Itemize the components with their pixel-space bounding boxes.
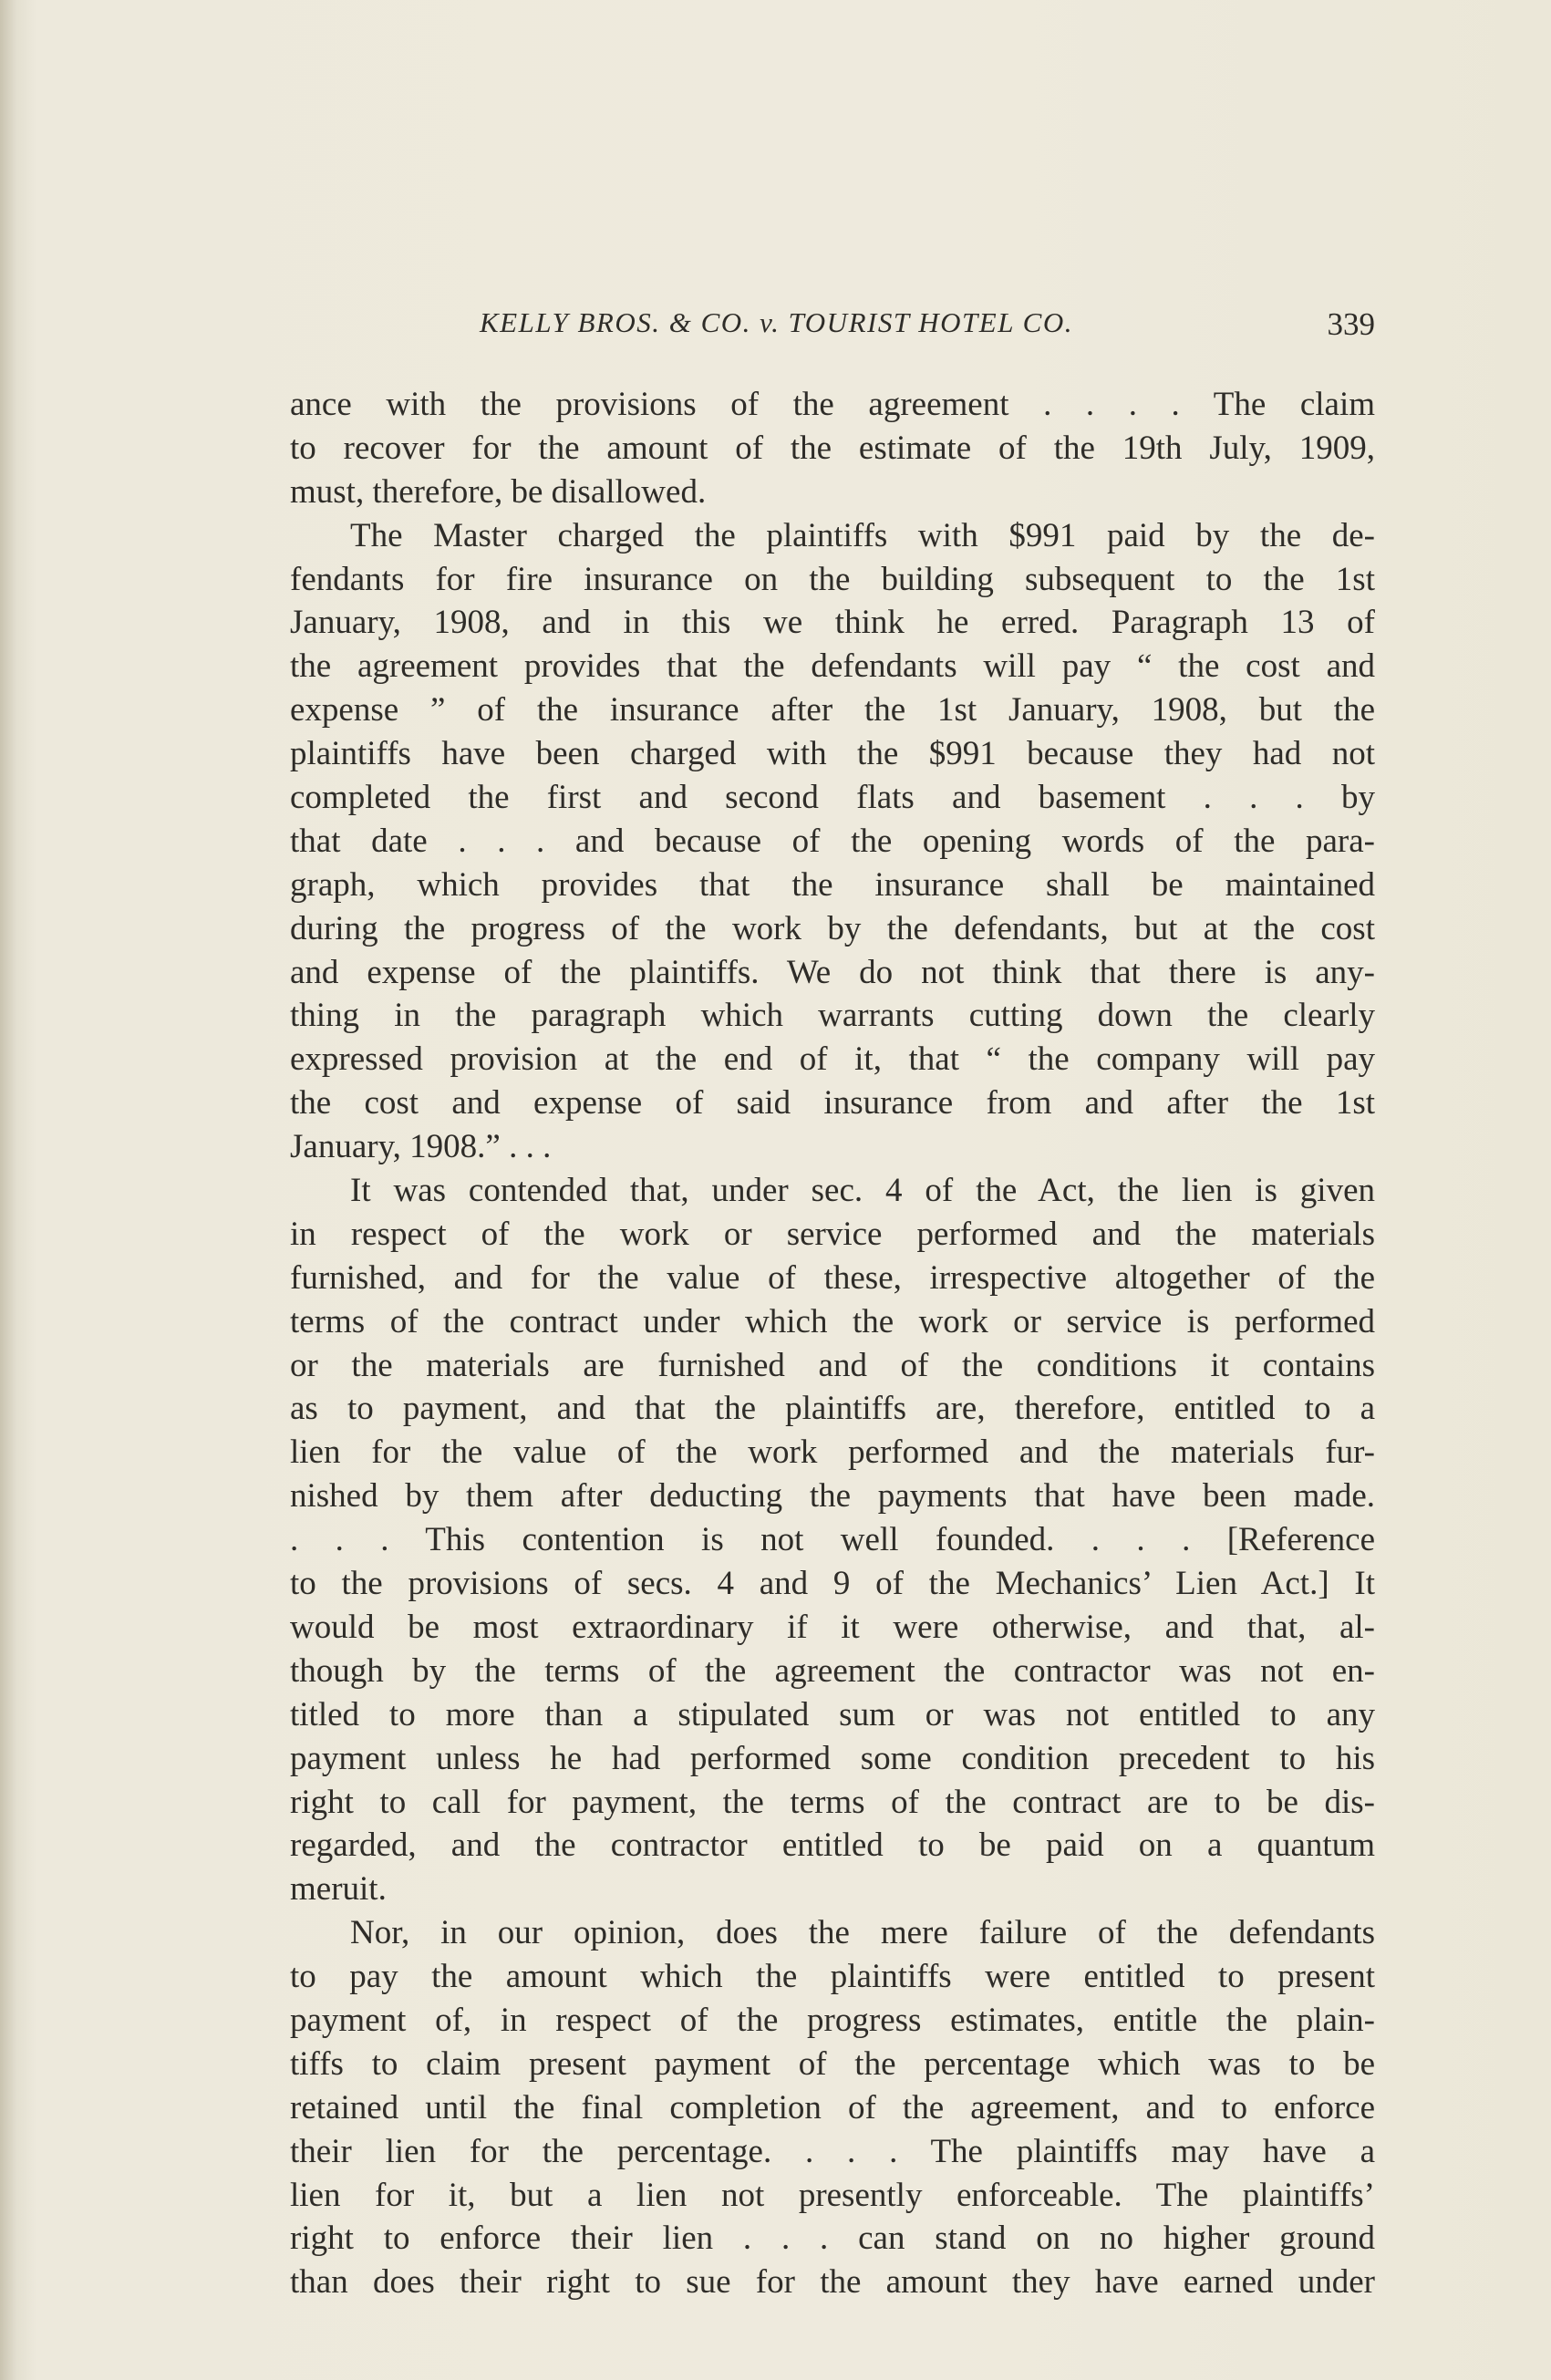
text-line: lien for it, but a lien not presently enforceable. The plaintiffs’	[290, 2176, 1375, 2214]
text-line: January, 1908, and in this we think he erred. Paragraph 13 of	[290, 604, 1375, 642]
text-line: . . . This contention is not well founded. . . . [Reference	[290, 1521, 1375, 1559]
text-line: January, 1908.” . . .	[290, 1128, 552, 1166]
text-line: graph, which provides that the insurance shall be maintained	[290, 865, 1375, 904]
body-text	[290, 383, 1375, 2304]
text-line: regarded, and the contractor entitled to be paid on a quantum	[290, 1826, 1375, 1865]
text-line: would be most extraordinary if it were otherwise, and that, al-	[290, 1608, 1375, 1646]
text-line: right to enforce their lien . . . can stand on no higher ground	[290, 2220, 1375, 2258]
text-line: and expense of the plaintiffs. We do not think that there is any-	[290, 953, 1375, 991]
text-line: completed the first and second flats and basement . . . by	[290, 779, 1375, 817]
text-line: meruit.	[290, 1870, 387, 1909]
text-line: the cost and expense of said insurance from and after the 1st	[290, 1084, 1375, 1123]
page-header	[290, 301, 1375, 356]
text-line: nished by them after deducting the payments that have been made.	[290, 1477, 1375, 1516]
text-line: tiffs to claim present payment of the percentage which was to be	[290, 2044, 1375, 2083]
text-line: thing in the paragraph which warrants cutting down the clearly	[290, 997, 1375, 1035]
text-line: must, therefore, be disallowed.	[290, 472, 707, 511]
text-line: during the progress of the work by the defendants, but at the cost	[290, 909, 1375, 947]
text-line: retained until the final completion of the agreement, and to enforce	[290, 2088, 1375, 2126]
text-line: or the materials are furnished and of the conditions it contains	[290, 1346, 1375, 1384]
text-line: expressed provision at the end of it, that “ the company will pay	[290, 1040, 1375, 1079]
text-line: The Master charged the plaintiffs with $991 paid by the de-	[350, 516, 1375, 554]
text-line: titled to more than a stipulated sum or was not entitled to any	[290, 1695, 1375, 1733]
text-line: their lien for the percentage. . . . The plaintiffs may have a	[290, 2132, 1375, 2170]
text-line: fendants for fire insurance on the building subsequent to the 1st	[290, 560, 1375, 598]
text-line: that date . . . and because of the opening words of the para-	[290, 822, 1375, 860]
text-line: lien for the value of the work performed and the materials fur-	[290, 1433, 1375, 1472]
running-head: KELLY BROS. & CO. v. TOURIST HOTEL CO.	[480, 306, 1073, 338]
text-line: in respect of the work or service performed and the materials	[290, 1215, 1375, 1253]
text-line: than does their right to sue for the amount they have earned under	[290, 2263, 1375, 2302]
text-line: right to call for payment, the terms of the contract are to be dis-	[290, 1783, 1375, 1821]
text-line: terms of the contract under which the work or service is performed	[290, 1302, 1375, 1340]
text-line: to recover for the amount of the estimate of the 19th July, 1909,	[290, 429, 1375, 467]
text-line: Nor, in our opinion, does the mere failure of the defendants	[350, 1914, 1375, 1952]
page-number: 339	[1327, 306, 1375, 342]
text-line: the agreement provides that the defendants will pay “ the cost and	[290, 647, 1375, 686]
text-line: furnished, and for the value of these, irrespective altogether of the	[290, 1258, 1375, 1297]
text-line: to pay the amount which the plaintiffs were entitled to present	[290, 1958, 1375, 1996]
text-line: to the provisions of secs. 4 and 9 of the Mechanics’ Lien Act.] It	[290, 1565, 1375, 1603]
text-line: expense ” of the insurance after the 1st January, 1908, but the	[290, 691, 1375, 730]
text-line: as to payment, and that the plaintiffs are, therefore, entitled to a	[290, 1390, 1375, 1428]
text-line: plaintiffs have been charged with the $991 because they had not	[290, 735, 1375, 773]
text-line: payment of, in respect of the progress estimates, entitle the plain-	[290, 2001, 1375, 2039]
text-line: though by the terms of the agreement the contractor was not en-	[290, 1651, 1375, 1690]
text-line: payment unless he had performed some condition precedent to his	[290, 1739, 1375, 1777]
text-line: It was contended that, under sec. 4 of the Act, the lien is given	[350, 1172, 1375, 1210]
text-line: ance with the provisions of the agreement . . . . The claim	[290, 386, 1375, 423]
